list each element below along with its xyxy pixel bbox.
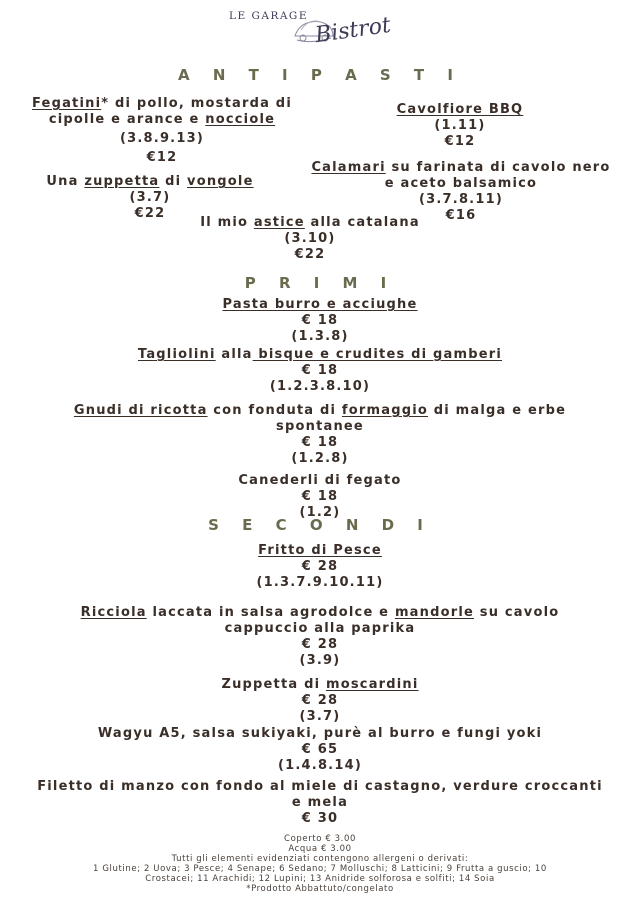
footer-allergen-note: Tutti gli elementi evidenziati contengono allergeni o derivati: — [171, 854, 469, 864]
dish-gnudi-allergens: (1.2.8) — [291, 451, 349, 466]
dish-wagyu — [0, 726, 640, 774]
footer-allergen-list-1: 1 Glutine; 2 Uova; 3 Pesce; 4 Senape; 6 Sedano; 7 Molluschi; 8 Latticini; 9 Frutta a guscio; 10 — [93, 864, 547, 874]
dish-calamari-allergens: (3.7.8.11) — [419, 192, 503, 207]
dish-moscardini-line1 — [0, 677, 640, 693]
dish-pasta-allergens: (1.3.8) — [291, 329, 349, 344]
dish-fegatini-price: €12 — [146, 150, 178, 165]
dish-moscardini-allergens: (3.7) — [299, 709, 341, 724]
dish-ricciola-allergens: (3.9) — [299, 653, 341, 668]
dish-ricciola — [0, 605, 640, 669]
dish-pasta-acciughe — [0, 297, 640, 345]
footer-allergen-list-2: Crostacei; 11 Arachidi; 12 Lupini; 13 Anidride solforosa e solfiti; 14 Soia — [145, 874, 495, 884]
dish-gnudi-ingredient: formaggio — [341, 403, 429, 418]
dish-canederli-allergens: (1.2) — [299, 505, 341, 520]
dish-fegatini-line1 — [12, 96, 312, 112]
dish-fritto — [0, 543, 640, 591]
dish-cavolfiore — [310, 102, 610, 150]
dish-zuppetta-desc1: Una — [46, 174, 85, 189]
section-title-secondi: S E C O N D I — [208, 516, 432, 534]
dish-zuppetta-desc2: di — [159, 174, 188, 189]
dish-pasta-name: Pasta burro e acciughe — [222, 297, 418, 312]
dish-astice-name: astice — [253, 215, 305, 230]
dish-gnudi — [0, 403, 640, 467]
dish-calamari-desc2: e aceto balsamico — [384, 176, 538, 191]
menu-footer — [20, 834, 620, 894]
dish-zuppetta-allergens: (3.7) — [129, 190, 171, 205]
dish-astice-line1 — [160, 215, 460, 231]
dish-ricciola-desc3: cappuccio alla paprika — [224, 621, 416, 636]
logo-top-text: LE GARAGE — [229, 10, 308, 22]
dish-tagliolini-name: Tagliolini — [137, 347, 216, 362]
dish-ricciola-name: Ricciola — [80, 605, 147, 620]
dish-ricciola-desc2: su cavolo — [474, 605, 560, 620]
dish-filetto-desc2: e mela — [291, 795, 349, 810]
dish-gnudi-desc1: con fonduta di — [207, 403, 342, 418]
dish-canederli-name: Canederli di fegato — [238, 473, 402, 488]
dish-moscardini — [0, 677, 640, 725]
dish-cavolfiore-price: €12 — [444, 134, 476, 149]
dish-fegatini-name: Fegatini — [32, 96, 102, 111]
dish-tagliolini — [0, 347, 640, 395]
dish-moscardini-name: moscardini — [325, 677, 419, 692]
dish-astice-price: €22 — [294, 247, 326, 262]
footer-abbattuto-note: *Prodotto Abbattuto/congelato — [246, 884, 394, 894]
dish-fegatini-line2 — [12, 112, 312, 128]
dish-fegatini — [12, 96, 312, 166]
dish-wagyu-allergens: (1.4.8.14) — [278, 758, 362, 773]
logo-script-text: Bistrot — [313, 12, 393, 49]
dish-fegatini-allergens: (3.8.9.13) — [120, 131, 204, 146]
dish-astice-allergens: (3.10) — [284, 231, 336, 246]
dish-zuppetta-line1 — [0, 174, 300, 190]
dish-pasta-price: € 18 — [301, 313, 339, 328]
dish-calamari-price: €16 — [445, 208, 477, 223]
dish-gnudi-desc2: di malga e erbe — [428, 403, 567, 418]
dish-gnudi-line1 — [0, 403, 640, 419]
dish-calamari-line1 — [296, 160, 626, 176]
dish-filetto — [0, 779, 640, 827]
dish-tagliolini-desc1: alla — [215, 347, 253, 362]
dish-fegatini-ingredient: nocciole — [205, 112, 276, 127]
dish-moscardini-desc1: Zuppetta di — [221, 677, 326, 692]
dish-moscardini-price: € 28 — [301, 693, 339, 708]
section-title-primi: P R I M I — [244, 274, 396, 292]
dish-ricciola-desc1: laccata in salsa agrodolce e — [146, 605, 395, 620]
dish-astice — [160, 215, 460, 263]
footer-coperto: Coperto € 3.00 — [284, 834, 356, 844]
dish-calamari-desc1: su farinata di cavolo nero — [385, 160, 611, 175]
dish-gnudi-name: Gnudi di ricotta — [73, 403, 208, 418]
dish-fegatini-desc2: cipolle e arance e — [48, 112, 206, 127]
dish-ricciola-price: € 28 — [301, 637, 339, 652]
dish-wagyu-name: Wagyu A5, salsa sukiyaki, purè al burro e fungi yoki — [97, 726, 543, 741]
dish-ricciola-ingredient: mandorle — [394, 605, 475, 620]
dish-tagliolini-line1 — [0, 347, 640, 363]
dish-tagliolini-ingredient: bisque e crudites di gamberi — [252, 347, 503, 362]
dish-canederli — [0, 473, 640, 521]
dish-fritto-allergens: (1.3.7.9.10.11) — [256, 575, 384, 590]
dish-zuppetta-name: zuppetta — [84, 174, 160, 189]
restaurant-logo — [225, 4, 405, 56]
dish-ricciola-line1 — [0, 605, 640, 621]
dish-zuppetta-price: €22 — [134, 206, 166, 221]
dish-gnudi-desc3: spontanee — [276, 419, 364, 434]
dish-filetto-price: € 30 — [301, 811, 339, 826]
dish-cavolfiore-name: Cavolfiore BBQ — [396, 102, 524, 117]
footer-acqua: Acqua € 3.00 — [288, 844, 352, 854]
dish-fritto-price: € 28 — [301, 559, 339, 574]
dish-tagliolini-price: € 18 — [301, 363, 339, 378]
dish-gnudi-price: € 18 — [301, 435, 339, 450]
dish-astice-desc2: alla catalana — [304, 215, 420, 230]
dish-calamari-name: Calamari — [311, 160, 386, 175]
dish-tagliolini-allergens: (1.2.3.8.10) — [269, 379, 371, 394]
dish-zuppetta-ingredient: vongole — [187, 174, 254, 189]
dish-fritto-name: Fritto di Pesce — [258, 543, 382, 558]
dish-canederli-price: € 18 — [301, 489, 339, 504]
section-title-antipasti: A N T I P A S T I — [178, 66, 462, 84]
dish-fegatini-desc1: * di pollo, mostarda di — [101, 96, 292, 111]
dish-filetto-name: Filetto di manzo con fondo al miele di castagno, verdure croccanti — [37, 779, 603, 794]
dish-cavolfiore-allergens: (1.11) — [434, 118, 486, 133]
dish-astice-desc1: Il mio — [200, 215, 254, 230]
dish-wagyu-price: € 65 — [301, 742, 339, 757]
